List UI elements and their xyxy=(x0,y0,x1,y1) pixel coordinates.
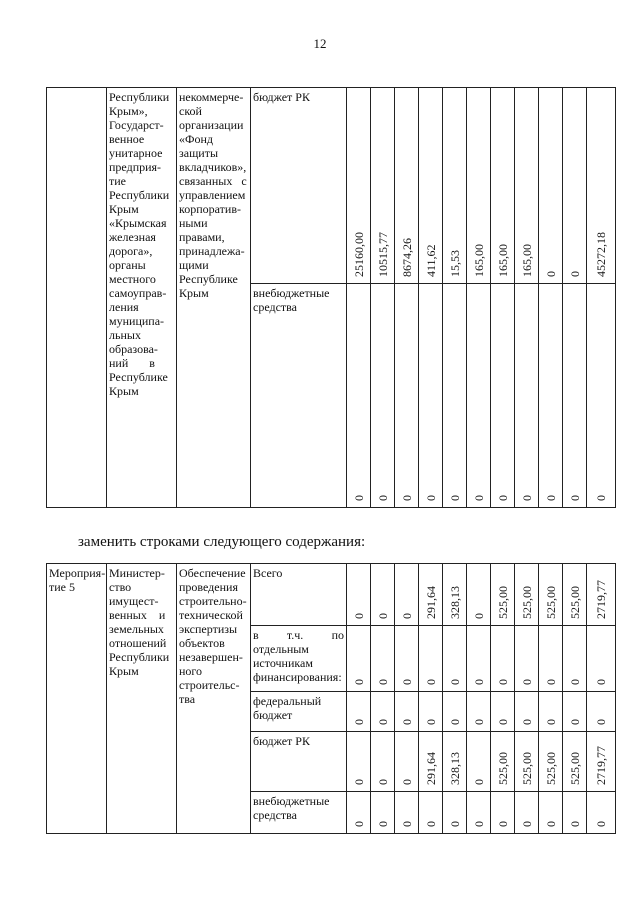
value-cell: 525,00 xyxy=(539,564,563,626)
value-cell: 0 xyxy=(563,88,587,284)
value-cell: 0 xyxy=(419,626,443,692)
cell-text-line: льных xyxy=(109,328,141,342)
cell-text-line: венных и xyxy=(109,608,166,622)
cell-text-line: Государст- xyxy=(109,118,164,132)
value-cell: 0 xyxy=(443,284,467,508)
value-cell: 165,00 xyxy=(515,88,539,284)
value-cell: 0 xyxy=(443,692,467,732)
cell-text-line: Крым xyxy=(109,664,139,678)
value-cell: 0 xyxy=(491,692,515,732)
source-cell: внебюджетные средства xyxy=(251,792,347,834)
cell-text-line: строительс- xyxy=(179,678,240,692)
value-cell: 0 xyxy=(419,792,443,834)
value-cell: 0 xyxy=(491,284,515,508)
value-cell: 0 xyxy=(347,284,371,508)
value-cell: 165,00 xyxy=(491,88,515,284)
value-cell: 411,62 xyxy=(419,88,443,284)
value-cell: 0 xyxy=(419,692,443,732)
value-cell: 328,13 xyxy=(443,732,467,792)
cell-text-line: Крым xyxy=(179,286,209,300)
source-cell: бюджет РК xyxy=(251,732,347,792)
value-cell: 0 xyxy=(467,732,491,792)
cell-text-line: самоуправ- xyxy=(109,286,167,300)
value-cell: 0 xyxy=(347,732,371,792)
table-row xyxy=(47,564,616,626)
value-cell: 0 xyxy=(419,284,443,508)
value-cell: 0 xyxy=(467,692,491,732)
table-row xyxy=(47,88,616,284)
value-cell: 0 xyxy=(515,692,539,732)
value-cell: 0 xyxy=(467,792,491,834)
cell-text-line: объектов xyxy=(179,636,225,650)
cell-text-line: муниципа- xyxy=(109,314,165,328)
value-cell: 0 xyxy=(587,626,616,692)
cell-text-line: принадлежа- xyxy=(179,244,245,258)
value-cell: 0 xyxy=(491,626,515,692)
cell-text-line: незавершен- xyxy=(179,650,243,664)
cell-text-line: корпоратив- xyxy=(179,202,241,216)
cell-text-line: ство xyxy=(109,580,132,594)
cell-text-line: экспертизы xyxy=(179,622,238,636)
value-cell: 0 xyxy=(563,284,587,508)
cell-text-line: Республике xyxy=(109,370,168,384)
cell-text-line: дорога», xyxy=(109,244,153,258)
value-cell: 0 xyxy=(467,564,491,626)
value-cell: 0 xyxy=(347,692,371,732)
value-cell: 0 xyxy=(395,792,419,834)
cell-text-line: тва xyxy=(179,692,196,706)
source-cell: федеральный бюджет xyxy=(251,692,347,732)
cell-text-line: Министер- xyxy=(109,566,165,580)
value-cell: 0 xyxy=(347,564,371,626)
value-cell: 10515,77 xyxy=(371,88,395,284)
value-cell: 0 xyxy=(395,564,419,626)
cell-text-line: ления xyxy=(109,300,139,314)
value-cell: 15,53 xyxy=(443,88,467,284)
value-cell: 525,00 xyxy=(491,732,515,792)
budget-table-bottom xyxy=(46,563,616,834)
value-cell: 525,00 xyxy=(563,732,587,792)
value-cell: 2719,77 xyxy=(587,564,616,626)
cell-text-line: Крым xyxy=(109,384,139,398)
value-cell: 328,13 xyxy=(443,564,467,626)
value-cell: 0 xyxy=(371,626,395,692)
value-cell: 0 xyxy=(467,626,491,692)
value-cell: 8674,26 xyxy=(395,88,419,284)
cell-text-line: Обеспечение xyxy=(179,566,246,580)
value-cell: 0 xyxy=(515,792,539,834)
cell-text-line: щими xyxy=(179,258,209,272)
value-cell: 0 xyxy=(443,792,467,834)
cell-text-line: вкладчиков», xyxy=(179,160,247,174)
value-cell: 0 xyxy=(395,692,419,732)
value-cell: 525,00 xyxy=(539,732,563,792)
value-cell: 0 xyxy=(515,284,539,508)
page-number: 12 xyxy=(313,36,327,51)
value-cell: 0 xyxy=(467,284,491,508)
cell-text-line: отношений xyxy=(109,636,167,650)
value-cell: 525,00 xyxy=(515,732,539,792)
value-cell: 25160,00 xyxy=(347,88,371,284)
value-cell: 525,00 xyxy=(515,564,539,626)
cell-text-line: железная xyxy=(109,230,156,244)
value-cell: 0 xyxy=(371,792,395,834)
cell-text-line: технической xyxy=(179,608,243,622)
value-cell: 0 xyxy=(371,692,395,732)
cell-text-line: Республике xyxy=(179,272,238,286)
value-cell: 0 xyxy=(539,88,563,284)
value-cell: 0 xyxy=(395,626,419,692)
value-cell: 0 xyxy=(371,284,395,508)
cell-text-line: управлением xyxy=(179,188,246,202)
value-cell: 0 xyxy=(539,692,563,732)
cell-text-line: строительно- xyxy=(179,594,247,608)
cell-text-line: защиты xyxy=(179,146,219,160)
cell-text-line: органы xyxy=(109,258,146,272)
value-cell: 0 xyxy=(587,692,616,732)
cell-text-line: некоммерче- xyxy=(179,90,244,104)
value-cell: 0 xyxy=(587,284,616,508)
cell-text-line: ской xyxy=(179,104,202,118)
cell-text-line: Республики xyxy=(109,188,170,202)
value-cell: 165,00 xyxy=(467,88,491,284)
value-cell: 0 xyxy=(347,626,371,692)
cell-text-line: местного xyxy=(109,272,156,286)
cell-text-line: тие xyxy=(109,174,126,188)
cell-text-line: «Крымская xyxy=(109,216,167,230)
value-cell: 291,64 xyxy=(419,732,443,792)
value-cell: 525,00 xyxy=(563,564,587,626)
value-cell: 0 xyxy=(371,732,395,792)
replacement-heading: заменить строками следующего содержания: xyxy=(78,534,366,550)
value-cell: 0 xyxy=(539,792,563,834)
value-cell: 0 xyxy=(563,692,587,732)
cell-text-line: ными xyxy=(179,216,208,230)
source-cell: в т.ч. по отдельным источникам финансирования: xyxy=(251,626,347,692)
cell-text-line: унитарное xyxy=(109,146,163,160)
cell-text-line: правами, xyxy=(179,230,225,244)
value-cell: 0 xyxy=(563,626,587,692)
purpose-cell xyxy=(177,564,251,834)
cell-text-line: Республики xyxy=(109,90,170,104)
value-cell: 0 xyxy=(587,792,616,834)
cell-text-line: предприя- xyxy=(109,160,162,174)
value-cell: 45272,18 xyxy=(587,88,616,284)
value-cell: 0 xyxy=(539,284,563,508)
value-cell: 0 xyxy=(395,732,419,792)
cell-text-line: Крым xyxy=(109,202,139,216)
cell-text-line: проведения xyxy=(179,580,238,594)
value-cell: 0 xyxy=(563,792,587,834)
cell-text-line: организации xyxy=(179,118,244,132)
cell-text-line: образова- xyxy=(109,342,158,356)
event-cell xyxy=(47,88,107,508)
value-cell: 0 xyxy=(491,792,515,834)
cell-text-line: имущест- xyxy=(109,594,159,608)
value-cell: 0 xyxy=(371,564,395,626)
cell-text-line: Крым», xyxy=(109,104,148,118)
cell-text-line: связанных с xyxy=(179,174,247,188)
source-cell: Всего xyxy=(251,564,347,626)
value-cell: 0 xyxy=(395,284,419,508)
value-cell: 0 xyxy=(515,626,539,692)
cell-text-line: Республики xyxy=(109,650,170,664)
purpose-cell xyxy=(177,88,251,508)
value-cell: 2719,77 xyxy=(587,732,616,792)
cell-text-line: «Фонд xyxy=(179,132,214,146)
value-cell: 525,00 xyxy=(491,564,515,626)
source-cell: бюджет РК xyxy=(251,88,347,284)
event-cell: Мероприя-тие 5 xyxy=(47,564,107,834)
cell-text-line: венное xyxy=(109,132,145,146)
value-cell: 291,64 xyxy=(419,564,443,626)
executor-cell xyxy=(107,88,177,508)
budget-table-top xyxy=(46,87,616,508)
cell-text-line: земельных xyxy=(109,622,164,636)
cell-text-line: ного xyxy=(179,664,203,678)
cell-text-line: ний в xyxy=(109,356,155,370)
executor-cell xyxy=(107,564,177,834)
value-cell: 0 xyxy=(539,626,563,692)
value-cell: 0 xyxy=(443,626,467,692)
source-cell: внебюджетные средства xyxy=(251,284,347,508)
value-cell: 0 xyxy=(347,792,371,834)
